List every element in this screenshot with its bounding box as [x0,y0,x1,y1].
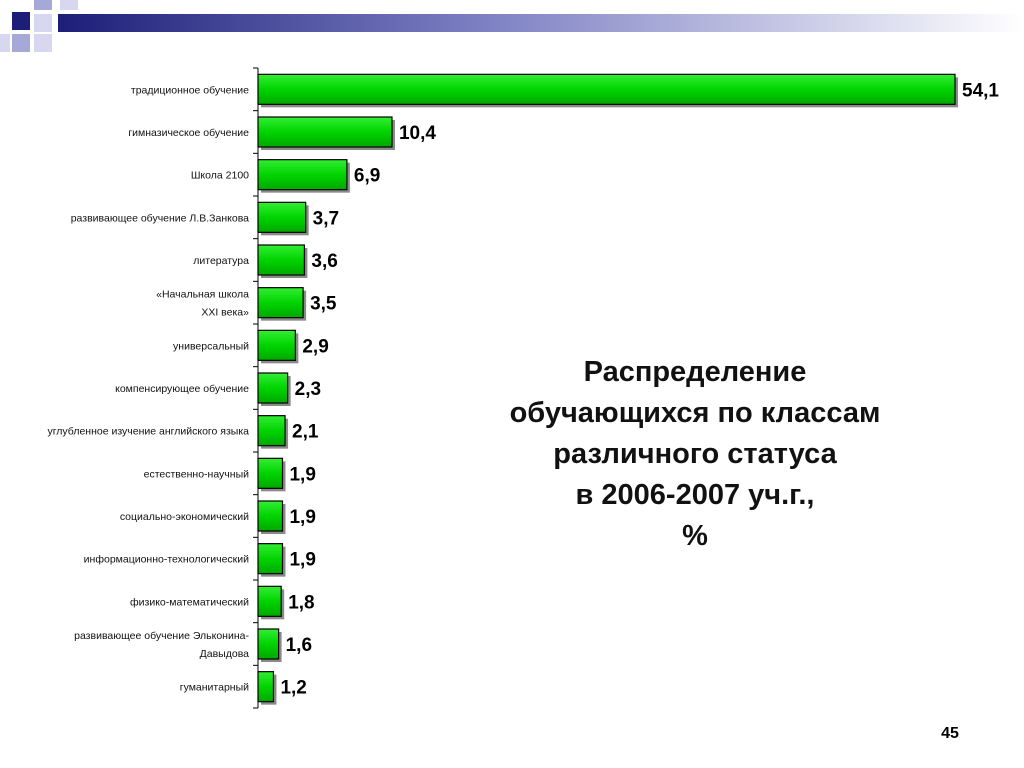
category-label-line: традиционное обучение [130,84,249,97]
data-label: 1,6 [285,635,313,656]
category-label-line: литература [193,255,249,267]
data-label: 10,4 [398,123,436,144]
data-label: 2,1 [292,421,319,443]
category-label-line: универсальный [173,340,249,353]
page-number: 45 [941,725,959,742]
bar [258,245,304,275]
bar [258,74,955,104]
data-label: 54,1 [962,80,999,102]
category-label [71,212,249,224]
data-label: 3,6 [311,251,338,272]
data-label: 2,3 [294,379,322,400]
bar [258,586,281,616]
category-label-line: XXI века» [201,306,249,319]
bar [258,416,285,446]
bar [258,458,282,488]
category-label-line: компенсирующее обучение [115,383,249,395]
category-label [156,289,249,319]
data-label: 6,9 [353,165,381,187]
category-label-line: естественно-научный [143,468,249,481]
category-label-line: гуманитарный [179,681,249,694]
category-label [130,596,249,608]
bar [258,330,295,360]
category-label [84,554,249,566]
category-label [47,426,249,438]
category-label [144,468,249,480]
bar [258,117,392,147]
category-label-line: «Начальная школа [156,288,249,301]
category-label-line: физико-математический [130,596,249,609]
data-label: 2,9 [302,336,329,358]
chart-title-line: различного статуса [553,438,837,470]
data-label: 1,2 [280,677,307,699]
data-label: 1,9 [289,464,316,486]
bar [258,501,282,531]
category-label [74,630,249,660]
data-label: 3,7 [312,208,340,230]
bar [258,672,273,702]
category-label [180,682,249,694]
bar [258,202,306,232]
chart-title [445,352,945,557]
category-label-line: углубленное изучение английского языка [47,425,249,438]
category-label [115,383,249,395]
category-label-line: социально-экономический [119,511,249,523]
category-label-line: гимназическое обучение [128,127,249,139]
chart-title-line: обучающихся по классам [509,397,881,429]
bar [258,160,347,190]
category-label-line: развивающее обучение Л.В.Занкова [70,212,249,225]
data-label: 3,5 [310,293,337,315]
chart-title-line: Распределение [583,356,807,388]
category-label [131,84,249,96]
chart-title-line: в 2006-2007 уч.г., [575,479,815,511]
category-label-line: информационно-технологический [83,553,249,566]
data-label: 1,9 [289,507,316,528]
category-label [173,340,249,352]
data-label: 1,9 [289,549,316,571]
category-label-line: развивающее обучение Эльконина- [74,630,249,642]
category-label-line: Давыдова [199,648,249,660]
bar [258,288,303,318]
category-label [128,127,249,139]
category-label [191,170,249,182]
category-label-line: Школа 2100 [190,169,249,182]
category-label [120,511,249,523]
bar [258,629,279,659]
data-label: 1,8 [288,592,315,614]
bar [258,544,282,574]
bar [258,373,288,403]
category-label [193,255,249,267]
chart-title-line: % [682,520,708,552]
